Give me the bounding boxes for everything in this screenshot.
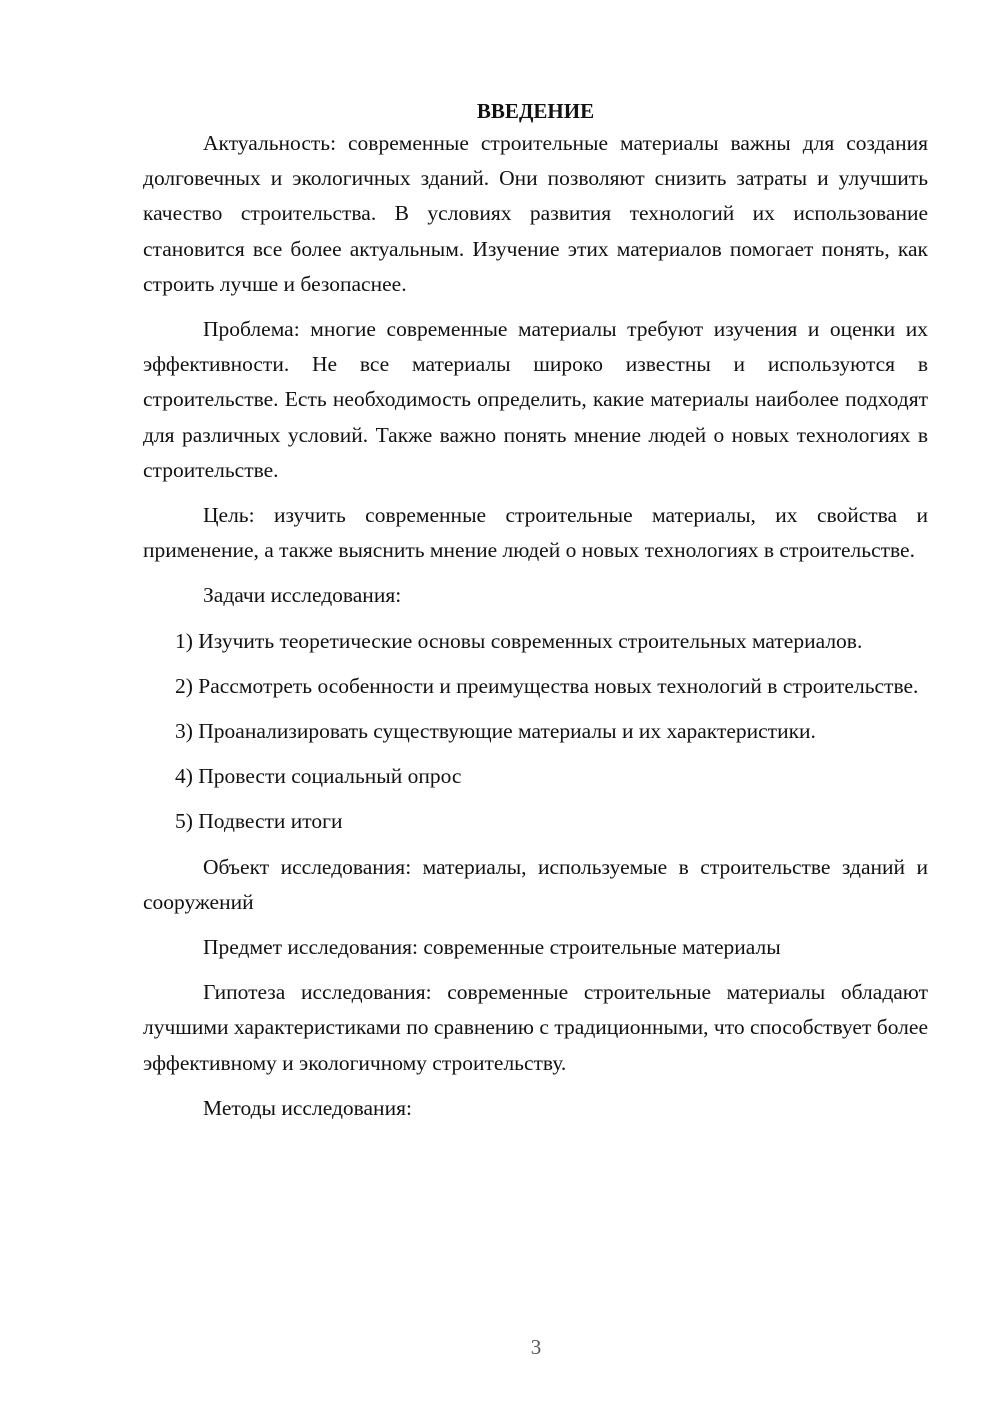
page-number: 3 — [530, 1335, 542, 1359]
task-item-3: 3) Проанализировать существующие материалы и их характеристики. — [175, 719, 816, 744]
task-item-2: 2) Рассмотреть особенности и преимущества новых технологий в строительстве. — [175, 673, 919, 698]
page-title: ВВЕДЕНИЕ — [476, 99, 595, 123]
paragraph-tasks-heading: Задачи исследования: — [203, 583, 402, 608]
paragraph-relevance: Актуальность: современные строительные материалы важны для создания долговечных и экологичных зданий. Они позволяют снизить затраты и улучшить качество строительства. В условиях развития технологий их использование становится все более актуальным. Изучение этих материалов помогает понять, как строить лучше и безопаснее. — [143, 131, 928, 296]
paragraph-hypothesis: Гипотеза исследования: современные строительные материалы обладают лучшими характеристиками по сравнению с традиционными, что способствует более эффективному и экологичному строительству. — [143, 980, 928, 1075]
task-item-1: 1) Изучить теоретические основы современных строительных материалов. — [175, 628, 863, 653]
paragraph-goal: Цель: изучить современные строительные материалы, их свойства и применение, а также выяснить мнение людей о новых технологиях в строительстве. — [143, 503, 928, 563]
paragraph-methods: Методы исследования: — [203, 1095, 412, 1120]
task-item-4: 4) Провести социальный опрос — [175, 764, 462, 789]
paragraph-problem: Проблема: многие современные материалы требуют изучения и оценки их эффективности. Не все материалы широко известны и используются в строительстве. Есть необходимость определить, какие материалы наиболее подходят для различных условий. Также важно понять мнение людей о новых технологиях в строительстве. — [143, 317, 928, 482]
page-content — [143, 96, 928, 1126]
paragraph-object: Объект исследования: материалы, используемые в строительстве зданий и сооружений — [143, 854, 928, 914]
paragraph-subject: Предмет исследования: современные строительные материалы — [203, 935, 781, 960]
task-item-5: 5) Подвести итоги — [175, 809, 343, 834]
